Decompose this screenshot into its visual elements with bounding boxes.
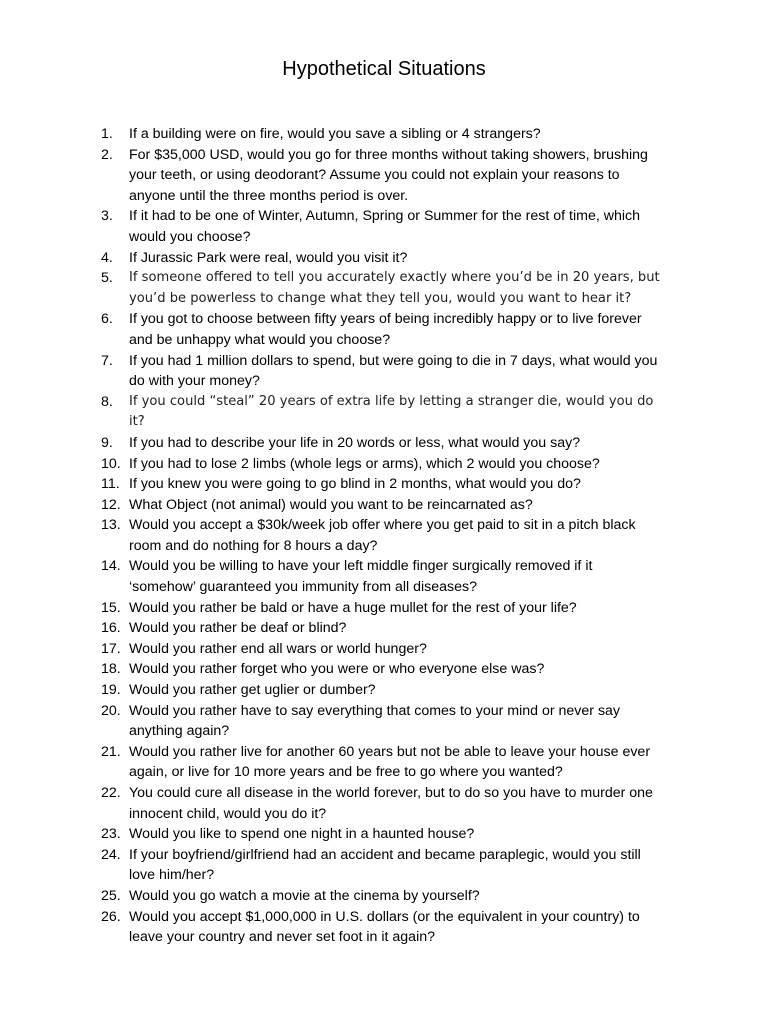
item-text: Would you like to spend one night in a haunted house? xyxy=(129,826,475,843)
item-number: 11. xyxy=(101,476,120,493)
list-item xyxy=(101,351,661,392)
item-text: If you knew you were going to go blind in 2 months, what would you do? xyxy=(129,476,581,493)
list-item xyxy=(101,124,661,145)
item-text: What Object (not animal) would you want to be reincarnated as? xyxy=(129,496,533,513)
list-item xyxy=(101,433,661,454)
list-item xyxy=(101,248,661,269)
item-text: For $35,000 USD, would you go for three months without taking showers, brushing your teeth, or using deodorant? Assume you could not explain your reasons to anyone until the three months period is over. xyxy=(129,146,648,204)
list-item xyxy=(101,639,661,660)
item-number: 5. xyxy=(101,270,113,287)
list-item xyxy=(101,907,661,948)
item-number: 1. xyxy=(101,126,113,142)
list-item xyxy=(101,618,661,639)
item-number: 8. xyxy=(101,393,113,410)
item-text: Would you rather live for another 60 years but not be able to leave your house ever again, or live for 10 more years and be free to go where you wanted? xyxy=(129,743,651,781)
item-number: 23. xyxy=(101,826,121,843)
list-item xyxy=(101,145,661,207)
list-item xyxy=(101,392,661,433)
item-number: 19. xyxy=(101,682,121,699)
item-text: If someone offered to tell you accurately exactly where you’d be in 20 years, but you’d be powerless to change what they tell you, would you want to hear it? xyxy=(129,270,660,306)
item-number: 20. xyxy=(101,702,121,719)
item-text: If it had to be one of Winter, Autumn, Spring or Summer for the rest of time, which would you choose? xyxy=(129,208,640,245)
list-item xyxy=(101,556,661,597)
item-number: 12. xyxy=(101,496,121,513)
item-number: 24. xyxy=(101,846,121,863)
list-item xyxy=(101,598,661,619)
item-number: 7. xyxy=(101,352,113,369)
list-item xyxy=(101,783,661,824)
item-text: Would you accept $1,000,000 in U.S. dollars (or the equivalent in your country) to leave your country and never set foot in it again? xyxy=(129,908,640,946)
item-text: If you got to choose between fifty years of being incredibly happy or to live forever and be unhappy what would you choose? xyxy=(129,311,642,348)
item-number: 6. xyxy=(101,311,113,328)
item-number: 4. xyxy=(101,249,113,266)
list-item xyxy=(101,680,661,701)
item-text: Would you rather end all wars or world hunger? xyxy=(129,640,427,657)
list-item xyxy=(101,659,661,680)
item-number: 15. xyxy=(101,599,121,616)
list-item xyxy=(101,309,661,350)
item-text: Would you rather be bald or have a huge mullet for the rest of your life? xyxy=(129,599,577,616)
list-item xyxy=(101,742,661,783)
item-text: If a building were on fire, would you save a sibling or 4 strangers? xyxy=(129,126,541,142)
list-item xyxy=(101,824,661,845)
item-text: If you had to lose 2 limbs (whole legs or arms), which 2 would you choose? xyxy=(129,455,600,472)
item-text: You could cure all disease in the world forever, but to do so you have to murder one innocent child, would you do it? xyxy=(129,785,653,822)
item-text: If you had 1 million dollars to spend, but were going to die in 7 days, what would you do with your money? xyxy=(129,352,658,390)
item-number: 9. xyxy=(101,434,113,451)
item-text: If you could “steal” 20 years of extra life by letting a stranger die, would you do it? xyxy=(129,393,654,430)
item-number: 21. xyxy=(101,743,121,760)
list-item xyxy=(101,206,661,247)
question-list xyxy=(101,124,661,948)
item-text: Would you rather get uglier or dumber? xyxy=(129,682,376,699)
list-item xyxy=(101,495,661,516)
list-item xyxy=(101,454,661,475)
item-text: If your boyfriend/girlfriend had an accident and became paraplegic, would you still love him/her? xyxy=(129,846,641,884)
list-item xyxy=(101,268,661,309)
item-text: Would you rather have to say everything that comes to your mind or never say anything again? xyxy=(129,702,621,740)
item-text: If Jurassic Park were real, would you visit it? xyxy=(129,249,408,266)
page-title: Hypothetical Situations xyxy=(282,58,486,80)
item-text: Would you rather be deaf or blind? xyxy=(129,620,347,637)
list-item xyxy=(101,845,661,886)
list-item xyxy=(101,886,661,907)
item-number: 25. xyxy=(101,887,121,904)
item-number: 26. xyxy=(101,908,121,925)
item-number: 13. xyxy=(101,517,121,534)
item-text: Would you be willing to have your left middle finger surgically removed if it ‘somehow’ guaranteed you immunity from all diseases? xyxy=(129,558,593,596)
list-item xyxy=(101,701,661,742)
item-number: 14. xyxy=(101,558,121,575)
item-number: 17. xyxy=(101,640,121,657)
item-text: Would you accept a $30k/week job offer where you get paid to sit in a pitch black room and do nothing for 8 hours a day? xyxy=(129,517,636,554)
item-number: 2. xyxy=(101,146,113,163)
item-number: 22. xyxy=(101,785,121,801)
item-text: Would you go watch a movie at the cinema by yourself? xyxy=(129,887,480,904)
list-item xyxy=(101,474,661,495)
item-text: If you had to describe your life in 20 words or less, what would you say? xyxy=(129,434,581,451)
item-text: Would you rather forget who you were or who everyone else was? xyxy=(129,661,545,678)
item-number: 3. xyxy=(101,208,113,225)
item-number: 10. xyxy=(101,455,121,472)
item-number: 16. xyxy=(101,620,121,637)
item-number: 18. xyxy=(101,661,121,678)
list-item xyxy=(101,515,661,556)
